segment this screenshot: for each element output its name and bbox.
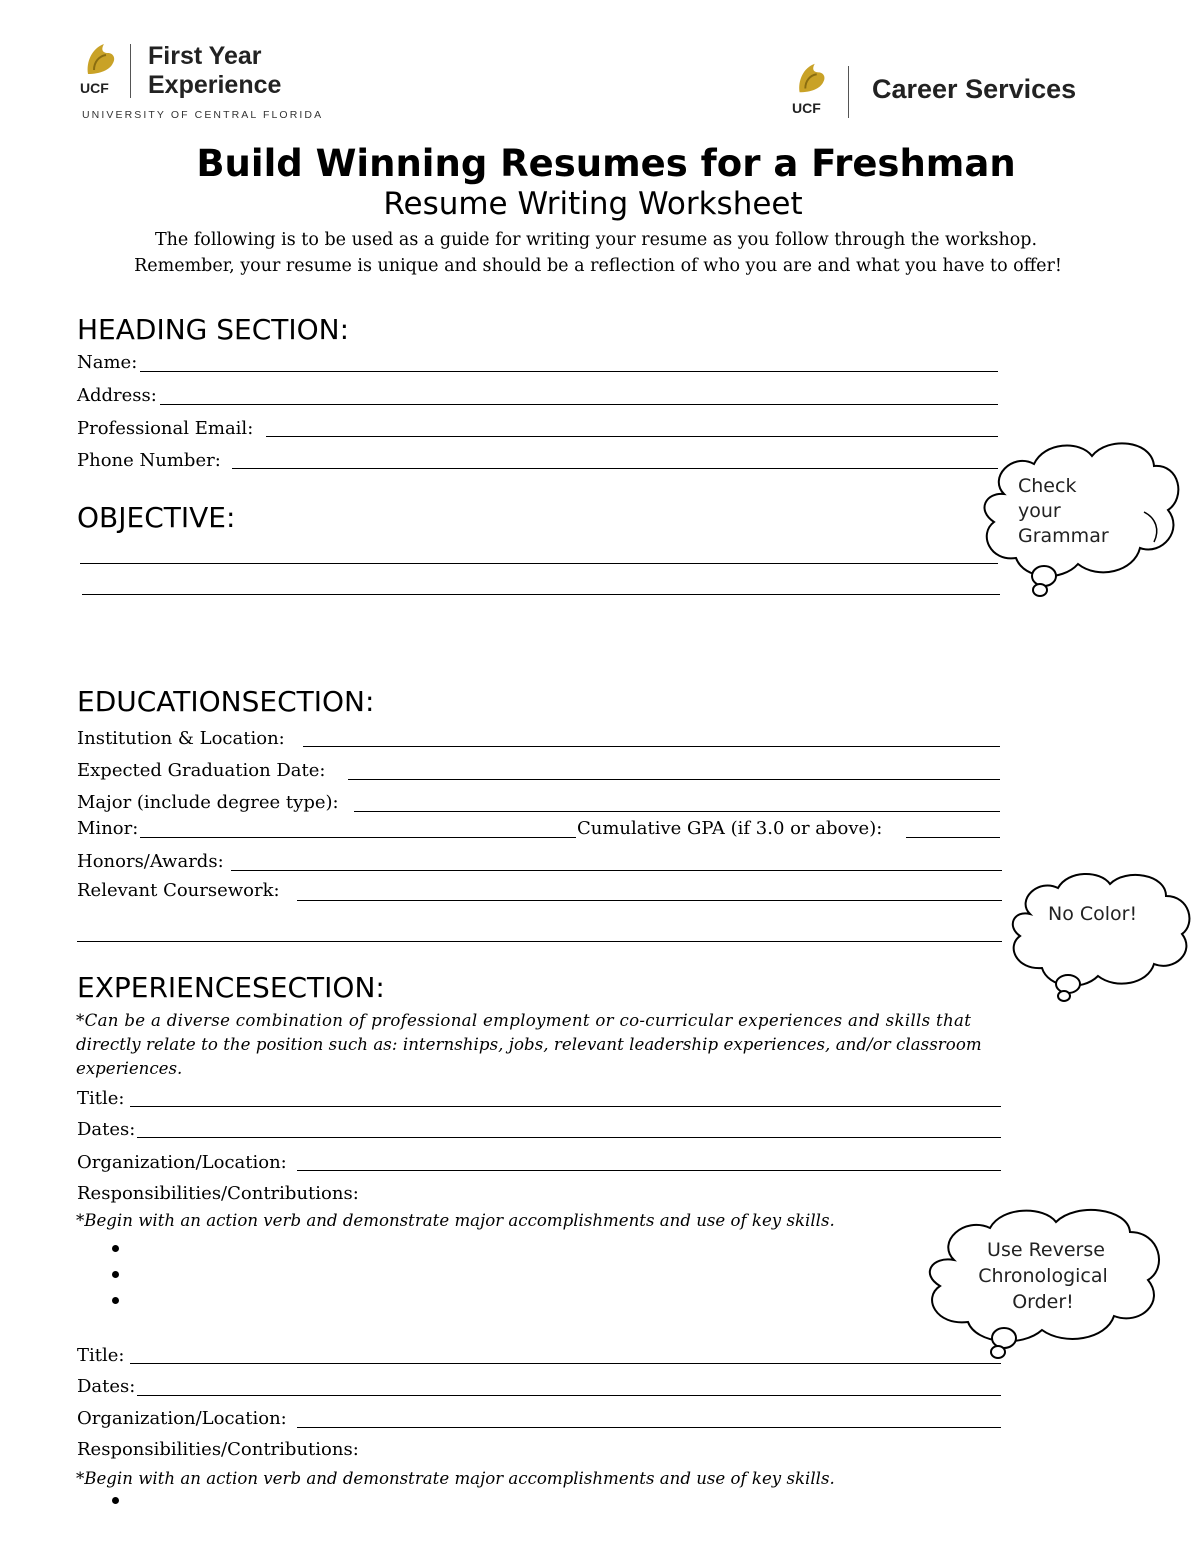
tip-2: *Begin with an action verb and demonstrate major accomplishments and use of key skills. [76, 1469, 835, 1488]
institution-field[interactable] [303, 746, 1000, 747]
objective-line-1[interactable] [80, 563, 998, 564]
coursework-field[interactable] [297, 900, 1002, 901]
objective-line-2[interactable] [82, 594, 1000, 595]
coursework-line-2[interactable] [77, 941, 1002, 942]
title-field-2[interactable] [130, 1363, 1001, 1364]
heading-section-title: HEADING SECTION: [77, 313, 350, 346]
ucf-pegasus-icon [792, 60, 830, 98]
cloud-reverse-line1: Use Reverse [987, 1239, 1105, 1261]
minor-label: Minor: [77, 818, 139, 839]
university-name: UNIVERSITY OF CENTRAL FLORIDA [82, 109, 324, 121]
gpa-field[interactable] [906, 837, 1000, 838]
dates-field-1[interactable] [137, 1137, 1001, 1138]
logo-line2: Experience [148, 71, 282, 99]
minor-field[interactable] [140, 837, 576, 838]
institution-label: Institution & Location: [77, 728, 285, 749]
org-label-2: Organization/Location: [77, 1408, 287, 1429]
title-label-1: Title: [77, 1088, 125, 1109]
page-subtitle: Resume Writing Worksheet [383, 186, 803, 222]
intro-line-1: The following is to be used as a guide for writing your resume as you follow through the workshop. [154, 230, 1038, 250]
title-field-1[interactable] [130, 1106, 1001, 1107]
career-services-name: Career Services [872, 74, 1077, 104]
experience-title: EXPERIENCESECTION: [77, 971, 385, 1004]
honors-label: Honors/Awards: [77, 851, 224, 872]
address-label: Address: [77, 385, 157, 406]
resp-label-2: Responsibilities/Contributions: [77, 1439, 359, 1460]
major-field[interactable] [354, 811, 1000, 812]
email-label: Professional Email: [77, 418, 254, 439]
cloud-reverse-line2: Chronological [978, 1265, 1108, 1287]
education-title: EDUCATIONSECTION: [77, 685, 375, 718]
bullet [112, 1497, 119, 1504]
title-label-2: Title: [77, 1345, 125, 1366]
logo-line1: First Year [148, 42, 262, 70]
org-field-2[interactable] [297, 1427, 1001, 1428]
experience-note-3: experiences. [76, 1059, 183, 1078]
dates-label-2: Dates: [77, 1376, 136, 1397]
name-field[interactable] [140, 371, 998, 372]
major-label: Major (include degree type): [77, 792, 339, 813]
page-title: Build Winning Resumes for a Freshman [196, 142, 1016, 185]
bullet [112, 1245, 119, 1252]
resp-label-1: Responsibilities/Contributions: [77, 1183, 359, 1204]
objective-title: OBJECTIVE: [77, 501, 236, 534]
graduation-field[interactable] [348, 779, 1000, 780]
ucf-mark-right: UCF [792, 100, 821, 116]
experience-note-2: directly relate to the position such as: internships, jobs, relevant leadership experiences, and/or classroom [76, 1035, 982, 1054]
cloud-grammar-line3: Grammar [1018, 525, 1109, 547]
cloud-grammar-line1: Check [1018, 475, 1077, 497]
coursework-label: Relevant Coursework: [77, 880, 280, 901]
intro-line-2: Remember, your resume is unique and should be a reflection of who you are and what you have to offer! [134, 256, 1062, 276]
dates-field-2[interactable] [137, 1395, 1001, 1396]
phone-label: Phone Number: [77, 450, 221, 471]
name-label: Name: [77, 352, 138, 373]
logo-divider-right [848, 66, 849, 118]
cloud-reverse-line3: Order! [1012, 1291, 1074, 1313]
first-year-experience-logo [78, 40, 348, 122]
tip-1: *Begin with an action verb and demonstrate major accomplishments and use of key skills. [76, 1211, 835, 1230]
bullet [112, 1297, 119, 1304]
experience-note-1: *Can be a diverse combination of professional employment or co-curricular experiences and skills that [76, 1011, 972, 1030]
dates-label-1: Dates: [77, 1119, 136, 1140]
org-label-1: Organization/Location: [77, 1152, 287, 1173]
ucf-mark-left: UCF [80, 80, 109, 96]
honors-field[interactable] [231, 870, 1002, 871]
bullet [112, 1271, 119, 1278]
org-field-1[interactable] [297, 1170, 1001, 1171]
graduation-label: Expected Graduation Date: [77, 760, 326, 781]
gpa-label: Cumulative GPA (if 3.0 or above): [577, 818, 883, 839]
email-field[interactable] [266, 436, 998, 437]
cloud-grammar-line2: your [1018, 500, 1061, 522]
logo-divider-left [130, 44, 131, 98]
cloud-no-color-text: No Color! [1048, 903, 1138, 925]
thought-cloud-grammar [974, 434, 1190, 604]
address-field[interactable] [160, 404, 998, 405]
thought-cloud-no-color [1002, 866, 1198, 1004]
phone-field[interactable] [232, 468, 998, 469]
career-services-logo [790, 60, 1120, 122]
ucf-pegasus-icon [80, 40, 120, 80]
